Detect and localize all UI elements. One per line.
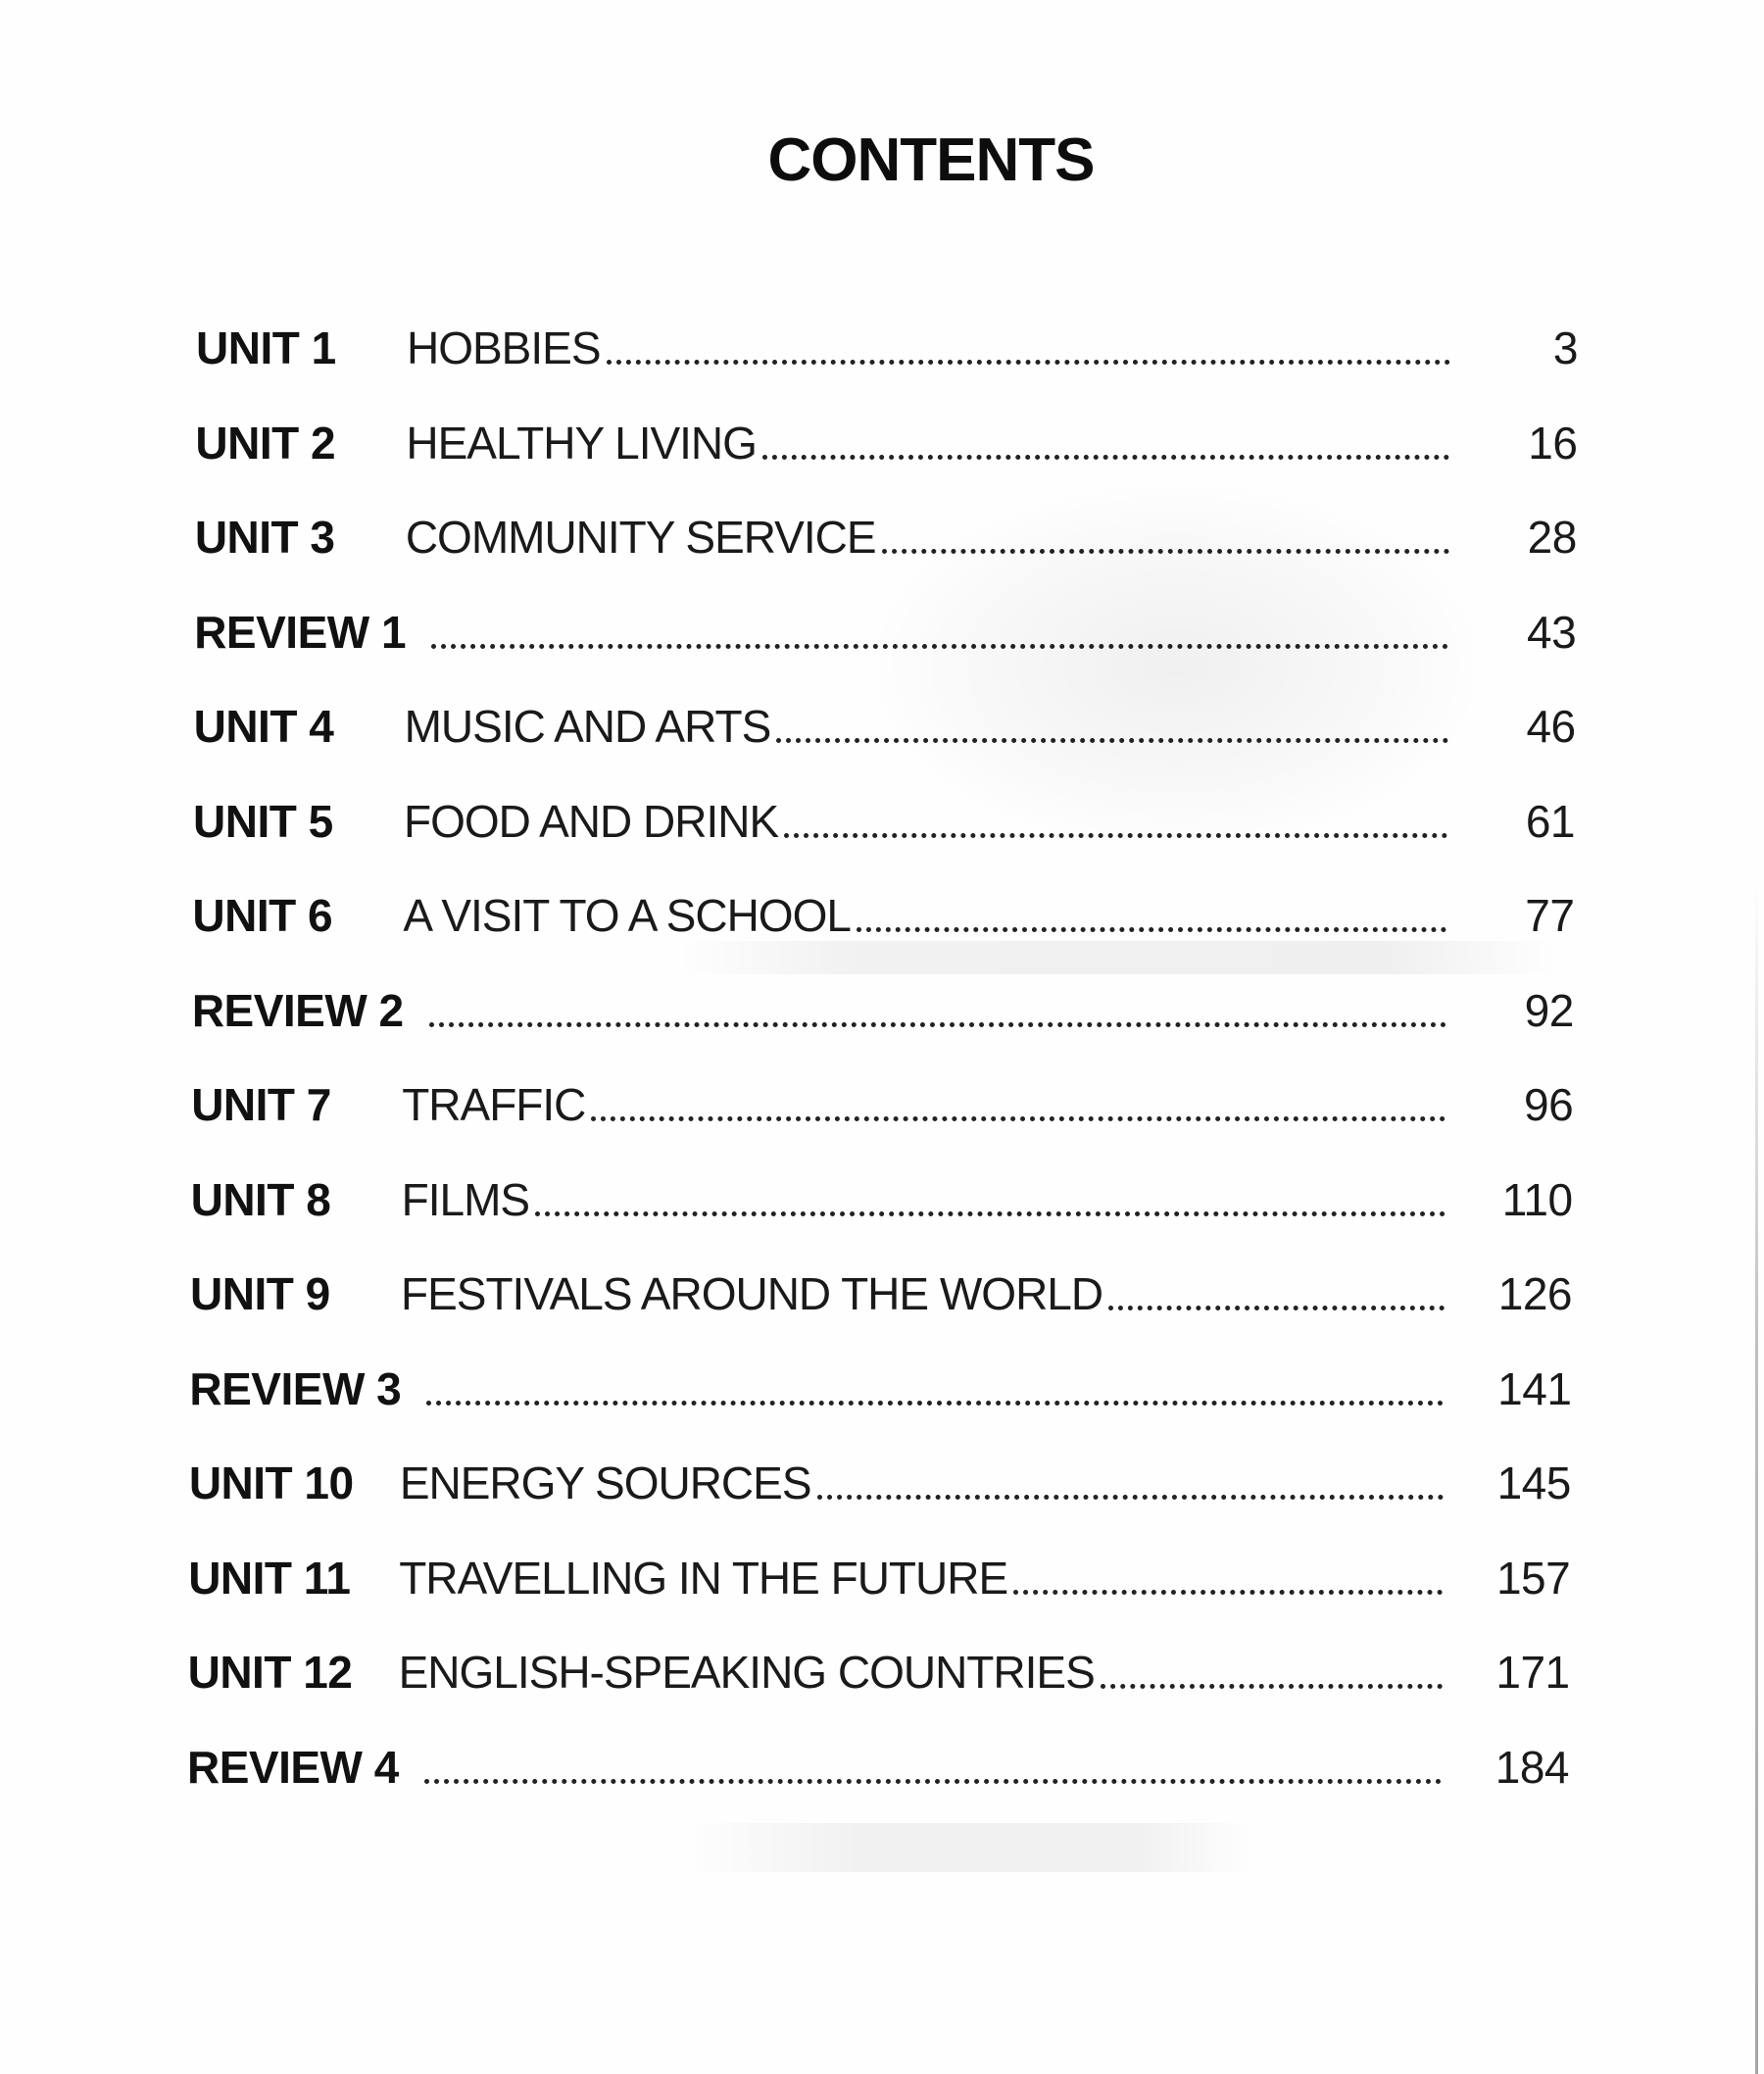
review-label: REVIEW 3 (189, 1362, 402, 1414)
dot-leader (857, 926, 1446, 932)
dot-leader (429, 1021, 1446, 1027)
unit-label: UNIT 11 (188, 1552, 351, 1604)
toc-entry[interactable] (189, 1427, 1571, 1506)
unit-label: UNIT 6 (192, 890, 333, 941)
page-number: 141 (1497, 1362, 1572, 1414)
dot-leader (882, 548, 1449, 554)
page-number: 171 (1495, 1647, 1570, 1698)
unit-topic: ENERGY SOURCES (399, 1457, 811, 1508)
page-number: 16 (1528, 417, 1578, 469)
toc-entry[interactable] (189, 1333, 1572, 1414)
unit-label: UNIT 7 (191, 1079, 331, 1130)
toc-entry[interactable] (195, 387, 1578, 469)
toc-entry[interactable] (190, 1144, 1573, 1225)
toc-entry[interactable] (194, 481, 1577, 563)
unit-label: UNIT 1 (196, 322, 336, 373)
page-number: 110 (1501, 1173, 1573, 1225)
page-number: 157 (1495, 1552, 1571, 1604)
unit-label: UNIT 3 (194, 512, 335, 563)
toc-entry[interactable] (193, 765, 1575, 847)
page-number: 61 (1525, 795, 1575, 847)
toc-entry[interactable] (191, 1049, 1574, 1130)
unit-topic: TRAVELLING IN THE FUTURE (399, 1552, 1008, 1604)
page-number: 3 (1552, 322, 1578, 373)
faded-publisher-watermark (686, 1823, 1254, 1872)
unit-topic: A VISIT TO A SCHOOL (403, 890, 851, 941)
dot-leader (535, 1210, 1446, 1216)
page-number: 96 (1524, 1079, 1574, 1130)
unit-label: UNIT 4 (193, 701, 334, 752)
toc-entry[interactable] (188, 1522, 1571, 1604)
page-edge-shadow (1755, 882, 1758, 2074)
unit-topic: FOOD AND DRINK (404, 795, 779, 847)
unit-topic: HOBBIES (407, 322, 601, 373)
dot-leader (591, 1115, 1446, 1121)
toc-entry[interactable] (187, 1711, 1569, 1793)
page-number: 46 (1526, 701, 1576, 752)
toc-entry[interactable] (192, 860, 1575, 941)
unit-label: UNIT 2 (195, 417, 336, 469)
review-label: REVIEW 4 (187, 1741, 399, 1793)
dot-leader (424, 1778, 1442, 1784)
unit-topic: COMMUNITY SERVICE (405, 512, 876, 563)
page-number: 92 (1524, 984, 1574, 1036)
dot-leader (1013, 1589, 1443, 1595)
unit-label: UNIT 8 (190, 1173, 331, 1225)
toc-entry[interactable] (191, 955, 1574, 1036)
unit-label: UNIT 12 (187, 1647, 353, 1698)
dot-leader (762, 454, 1449, 460)
page-number: 77 (1525, 890, 1575, 941)
unit-label: UNIT 10 (188, 1457, 354, 1508)
toc-entry[interactable] (196, 292, 1578, 373)
dot-leader (607, 359, 1450, 365)
dot-leader (784, 832, 1447, 838)
review-label: REVIEW 1 (194, 606, 407, 658)
unit-label: UNIT 5 (193, 795, 333, 847)
page-number: 28 (1527, 512, 1577, 563)
toc-entry[interactable] (190, 1238, 1572, 1319)
dot-leader (1108, 1305, 1445, 1310)
dot-leader (1101, 1683, 1443, 1689)
unit-topic: FILMS (401, 1173, 530, 1225)
page-number: 184 (1494, 1741, 1569, 1793)
page-number: 43 (1527, 606, 1577, 658)
dot-leader (426, 1400, 1444, 1406)
toc-entry[interactable] (193, 670, 1576, 752)
unit-topic: HEALTHY LIVING (406, 417, 757, 469)
page-number: 126 (1497, 1268, 1572, 1319)
unit-topic: FESTIVALS AROUND THE WORLD (401, 1268, 1103, 1319)
unit-topic: ENGLISH-SPEAKING COUNTRIES (398, 1647, 1095, 1698)
table-of-contents (187, 292, 1578, 1793)
dot-leader (817, 1494, 1444, 1500)
unit-topic: TRAFFIC (402, 1079, 586, 1130)
unit-label: UNIT 9 (190, 1268, 330, 1319)
dot-leader (431, 643, 1448, 649)
page-title: CONTENTS (767, 126, 1095, 194)
dot-leader (776, 737, 1447, 743)
review-label: REVIEW 2 (191, 984, 404, 1036)
page-number: 145 (1496, 1457, 1571, 1508)
unit-topic: MUSIC AND ARTS (404, 701, 771, 752)
toc-entry[interactable] (187, 1616, 1570, 1698)
toc-entry[interactable] (194, 576, 1577, 658)
